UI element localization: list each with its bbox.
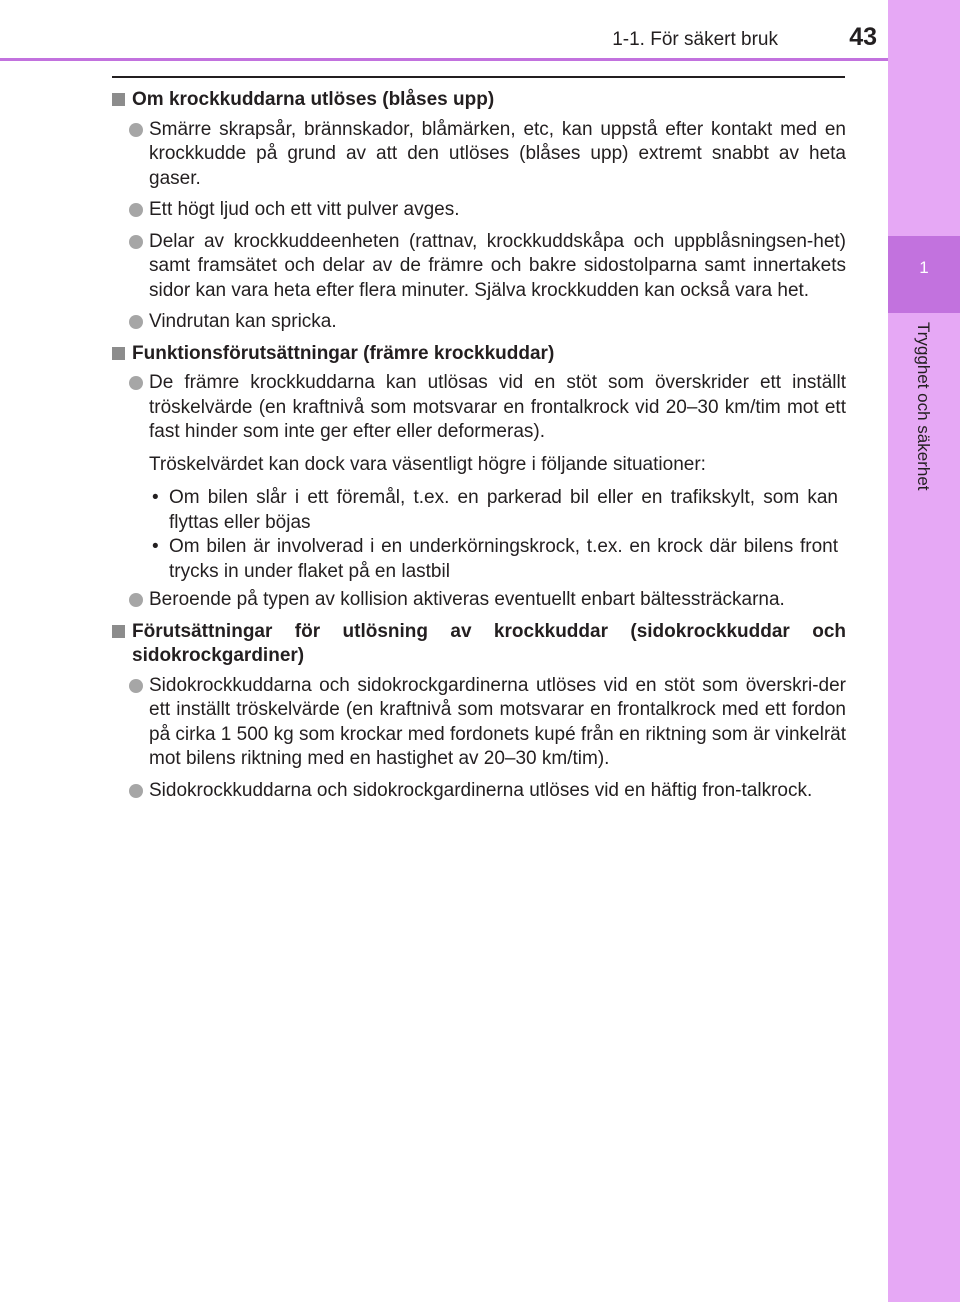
- section-heading: Om krockkuddarna utlöses (blåses upp): [112, 88, 846, 113]
- bullet-item: Sidokrockkuddarna och sidokrockgardinerna utlöses vid en stöt som överskri-der ett inställt tröskelvärde (en kraftnivå som motsvarar en frontalkrock med ett fordon på cirka 1 500 kg som krockar med fordonets kupé från en riktning som är vinkelrät mot bilens riktning med en hastighet av 20–30 km/tim).: [112, 674, 846, 772]
- content-top-rule: [112, 76, 845, 78]
- chapter-title: Trygghet och säkerhet: [914, 322, 933, 491]
- circle-bullet-icon: [129, 784, 143, 798]
- circle-bullet-icon: [129, 203, 143, 217]
- bullet-item: Delar av krockkuddeenheten (rattnav, krockkuddskåpa och uppblåsningsen-het) samt framsätet och delar av de främre och bakre sidostolparna samt innertakets sidor kan vara heta efter flera minuter. Själva krockkudden kan också vara het.: [112, 230, 846, 304]
- section-heading: Funktionsförutsättningar (främre krockkuddar): [112, 342, 846, 367]
- circle-bullet-icon: [129, 593, 143, 607]
- circle-bullet-icon: [129, 679, 143, 693]
- square-bullet-icon: [112, 347, 125, 360]
- bullet-item: Sidokrockkuddarna och sidokrockgardinerna utlöses vid en häftig fron-talkrock.: [112, 779, 846, 804]
- chapter-number-tab[interactable]: [888, 236, 960, 313]
- chapter-number: 1: [919, 258, 929, 277]
- side-tab: [888, 0, 960, 1302]
- section-heading: Förutsättningar för utlösning av krockkuddar (sidokrockkuddar och sidokrockgardiner): [112, 620, 846, 669]
- square-bullet-icon: [112, 625, 125, 638]
- header-rule: [0, 58, 888, 61]
- page-content: [112, 88, 846, 810]
- circle-bullet-icon: [129, 376, 143, 390]
- sub-list-item: • Om bilen är involverad i en underkörningskrock, t.ex. en krock där bilens front trycks in under flaket på en lastbil: [152, 536, 838, 582]
- bullet-item: Smärre skrapsår, brännskador, blåmärken, etc, kan uppstå efter kontakt med en krockkudde på grund av att den utlöses (blåses upp) extremt snabbt av heta gaser.: [112, 118, 846, 192]
- circle-bullet-icon: [129, 315, 143, 329]
- page-number: 43: [849, 23, 877, 51]
- bullet-item: Ett högt ljud och ett vitt pulver avges.: [112, 198, 846, 223]
- circle-bullet-icon: [129, 235, 143, 249]
- header-section-title: 1-1. För säkert bruk: [612, 29, 778, 50]
- square-bullet-icon: [112, 93, 125, 106]
- dot-marker: •: [152, 536, 159, 557]
- sub-list-item: • Om bilen slår i ett föremål, t.ex. en parkerad bil eller en trafikskylt, som kan flyttas eller böjas: [152, 487, 838, 533]
- dot-marker: •: [152, 487, 159, 508]
- circle-bullet-icon: [129, 123, 143, 137]
- bullet-item: Vindrutan kan spricka.: [112, 310, 846, 335]
- bullet-item: Beroende på typen av kollision aktiveras eventuellt enbart bältessträckarna.: [112, 588, 846, 613]
- bullet-item: De främre krockkuddarna kan utlösas vid en stöt som överskrider ett inställt tröskelvärde (en kraftnivå som motsvarar en frontalkrock vid 20–30 km/tim mot ett fast hinder som inte ger efter eller deformeras).: [112, 371, 846, 445]
- note-paragraph: Tröskelvärdet kan dock vara väsentligt högre i följande situationer:: [149, 453, 706, 475]
